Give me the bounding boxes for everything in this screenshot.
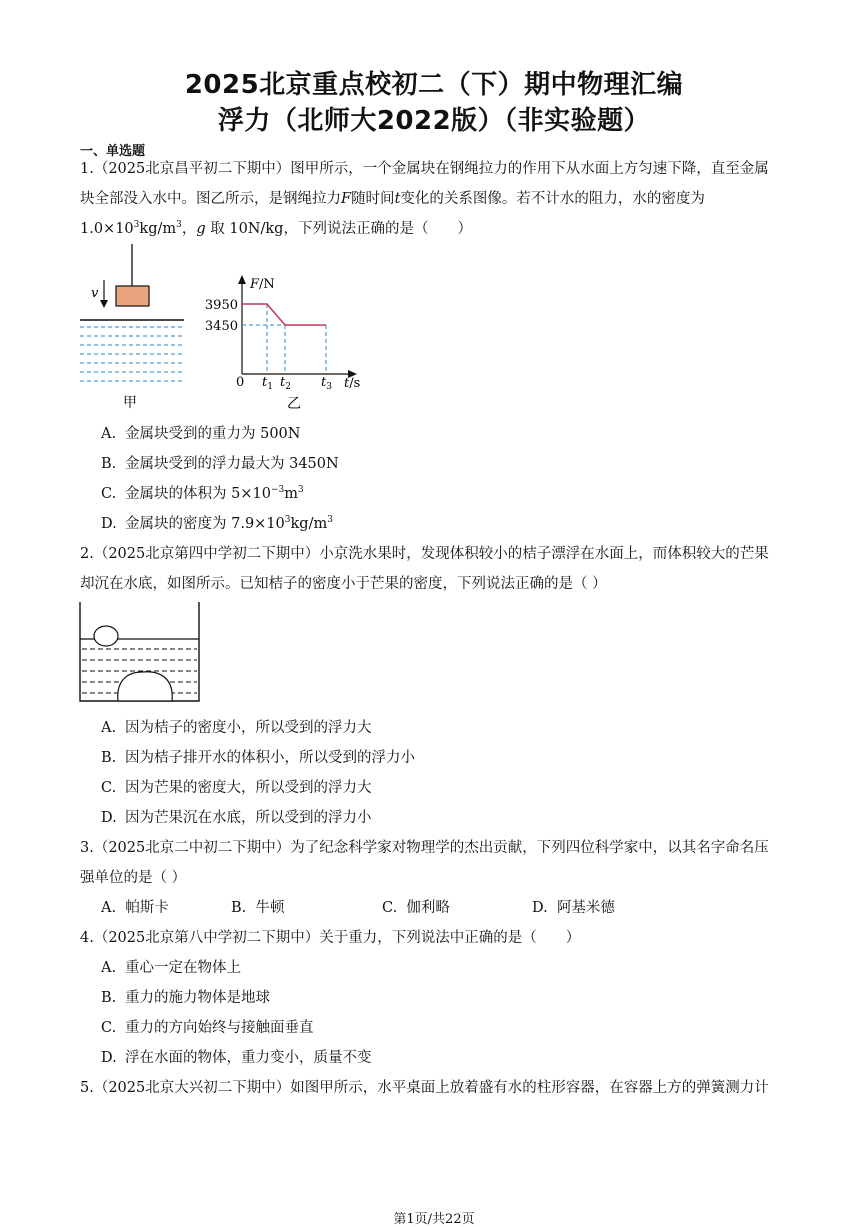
q1-figure-left xyxy=(78,244,188,412)
x-axis-label: t/s xyxy=(344,376,361,391)
q1-option-c[interactable]: C. 金属块的体积为 $5\times 10^{-3}m^3$ xyxy=(101,485,304,502)
q2-option-d[interactable]: D. 因为芒果沉在水底，所以受到的浮力小 xyxy=(101,810,372,826)
q1-line1: 1.（2025北京昌平初二下期中）图甲所示，一个金属块在钢绳拉力的作用下从水面上方匀速下降，直至金属 xyxy=(80,161,769,177)
figure-caption-jia: 甲 xyxy=(123,395,137,411)
y-axis-arrow-icon xyxy=(238,275,246,284)
q1-option-b[interactable]: B. 金属块受到的浮力最大为 3450N xyxy=(101,456,339,472)
metal-block xyxy=(116,286,149,306)
q4-line1: 4.（2025北京第八中学初二下期中）关于重力，下列说法中正确的是（ ） xyxy=(80,930,581,946)
q2-line1: 2.（2025北京第四中学初二下期中）小京洗水果时，发现体积较小的桔子漂浮在水面上，而体积较大的芒果 xyxy=(80,546,769,562)
q4-option-a[interactable]: A. 重心一定在物体上 xyxy=(101,960,241,976)
q2-option-c[interactable]: C. 因为芒果的密度大，所以受到的浮力大 xyxy=(101,780,372,796)
section-heading: 一、单选题 xyxy=(80,144,146,159)
q3-option-a[interactable]: A. 帕斯卡 xyxy=(101,900,169,916)
page-footer: 第1页/共22页 xyxy=(393,1212,475,1227)
page-title: 2025北京重点校初二（下）期中物理汇编 xyxy=(184,70,684,100)
velocity-label: v xyxy=(91,286,99,301)
x-tick-label: $t_2$ xyxy=(280,375,291,392)
q1-chart xyxy=(198,274,368,416)
q5-line1: 5.（2025北京大兴初二下期中）如图甲所示，水平桌面上放着盛有水的柱形容器，在容器上方的弹簧测力计 xyxy=(80,1080,769,1096)
q3-option-c[interactable]: C. 伽利略 xyxy=(382,900,450,916)
page-subtitle: 浮力（北师大2022版）（非实验题） xyxy=(217,106,651,136)
q2-figure xyxy=(78,600,204,704)
q1-line3: $1.0\times 10^3kg/m^3$，g 取 10N/kg，下列说法正确的是（ ） xyxy=(80,220,472,237)
y-axis-label: F/N xyxy=(250,277,275,292)
origin-label: 0 xyxy=(236,375,245,390)
q4-option-d[interactable]: D. 浮在水面的物体，重力变小，质量不变 xyxy=(101,1050,372,1066)
y-tick-label: 3450 xyxy=(204,319,238,334)
series-line xyxy=(242,304,326,325)
q2-option-b[interactable]: B. 因为桔子排开水的体积小，所以受到的浮力小 xyxy=(101,750,415,766)
q2-option-a[interactable]: A. 因为桔子的密度小，所以受到的浮力大 xyxy=(101,720,372,736)
q1-line2: 块全部没入水中。图乙所示，是钢绳拉力F随时间t变化的关系图像。若不计水的阻力，水的密度为 xyxy=(80,191,705,207)
q3-option-b[interactable]: B. 牛顿 xyxy=(231,900,285,916)
q1-option-d[interactable]: D. 金属块的密度为 $7.9\times 10^3kg/m^3$ xyxy=(101,515,333,532)
mango xyxy=(118,672,172,701)
orange xyxy=(94,626,118,646)
q3-option-d[interactable]: D. 阿基米德 xyxy=(532,900,615,916)
figure-caption-yi: 乙 xyxy=(287,396,301,412)
q4-option-b[interactable]: B. 重力的施力物体是地球 xyxy=(101,990,270,1006)
x-tick-label: $t_1$ xyxy=(262,375,273,392)
x-tick-label: $t_3$ xyxy=(321,375,332,392)
q3-line2: 强单位的是（ ） xyxy=(80,870,187,886)
q1-option-a[interactable]: A. 金属块受到的重力为 500N xyxy=(101,426,301,442)
q4-option-c[interactable]: C. 重力的方向始终与接触面垂直 xyxy=(101,1020,314,1036)
q2-line2: 却沉在水底，如图所示。已知桔子的密度小于芒果的密度，下列说法正确的是（ ） xyxy=(80,576,607,592)
q3-line1: 3.（2025北京二中初二下期中）为了纪念科学家对物理学的杰出贡献，下列四位科学家中，以其名字命名压 xyxy=(80,840,769,856)
y-tick-label: 3950 xyxy=(204,298,238,313)
